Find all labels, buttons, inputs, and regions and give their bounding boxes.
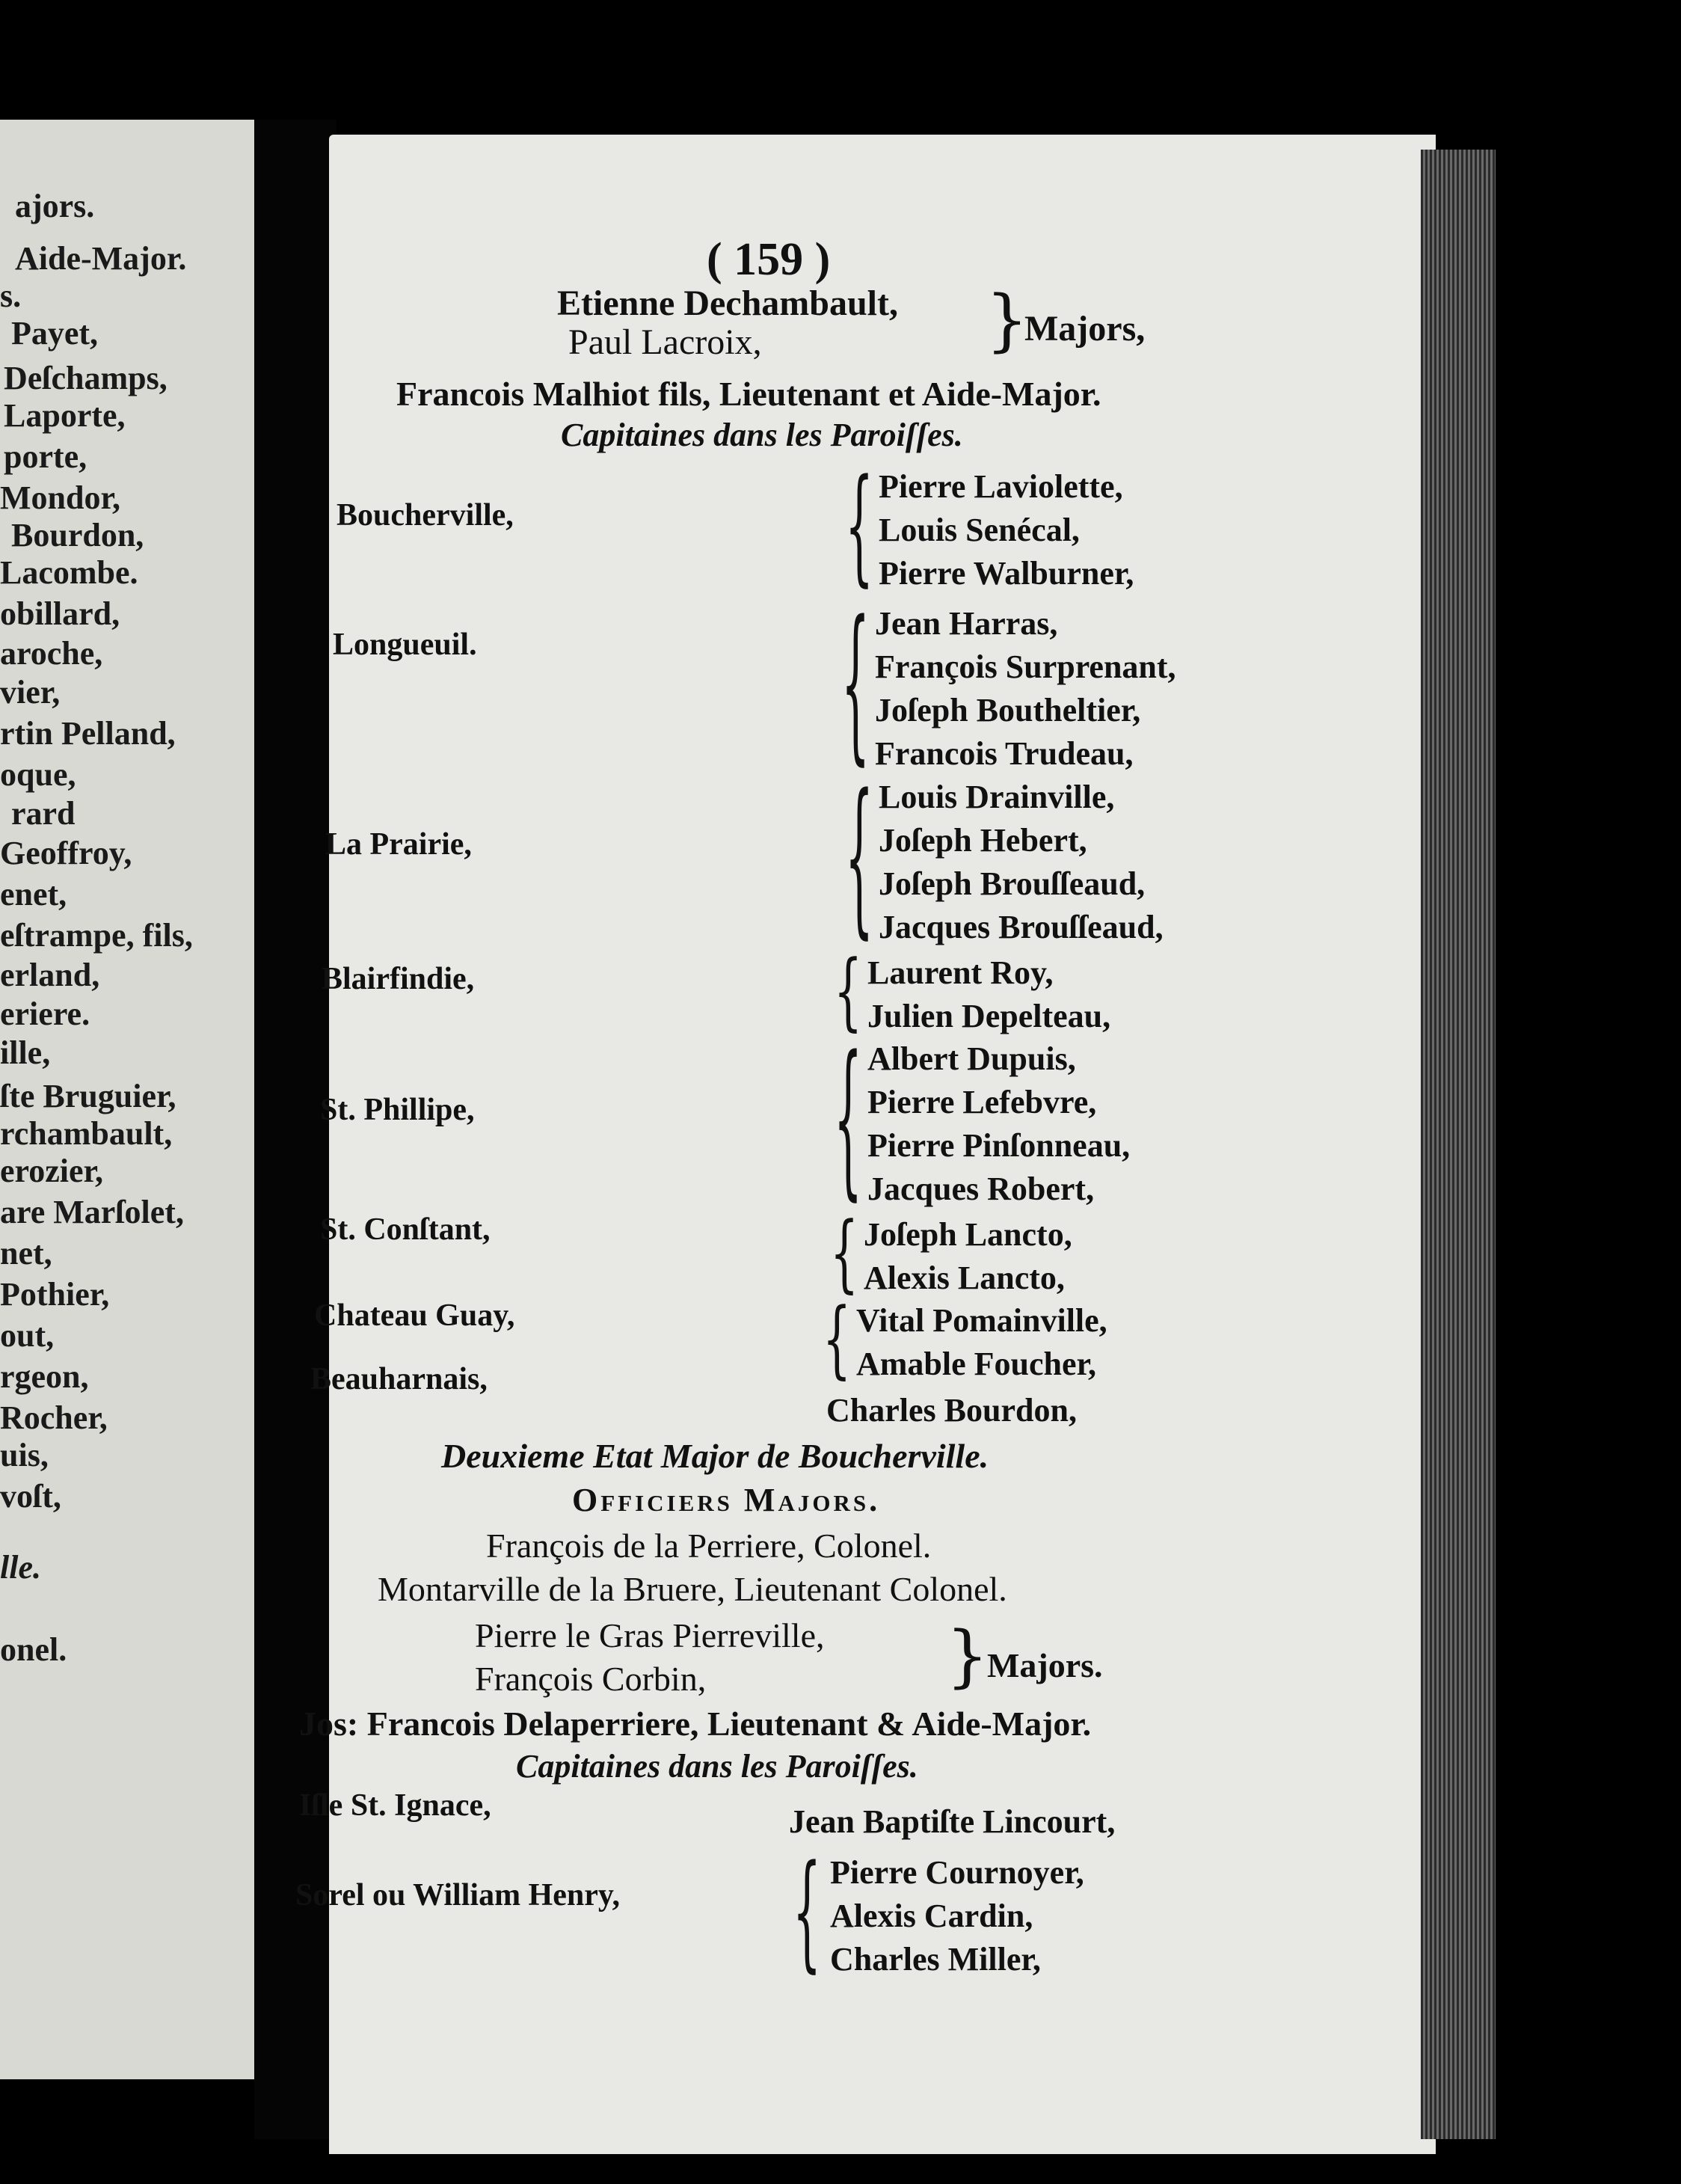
parish-name: St. Conſtant,: [320, 1212, 491, 1247]
left-page-line: Lacombe.: [0, 554, 138, 591]
left-page-line: Aide-Major.: [15, 240, 187, 277]
left-page-line: Payet,: [11, 315, 99, 352]
brace: {: [834, 942, 863, 1041]
left-page-line: Pothier,: [0, 1276, 110, 1313]
lieutenant-line: Francois Malhiot fils, Lieutenant et Aide-Major.: [396, 375, 1101, 413]
left-page-line: oque,: [0, 756, 76, 793]
captain-name: Vital Pomainville,: [856, 1302, 1107, 1339]
captain-name: Albert Dupuis,: [867, 1040, 1076, 1077]
left-page-line: rgeon,: [0, 1358, 89, 1395]
left-page-line: ſte Bruguier,: [0, 1078, 176, 1114]
page-edges: [1421, 150, 1496, 2139]
captain-name: Jacques Brouſſeaud,: [879, 909, 1164, 945]
captain-name: Alexis Lancto,: [864, 1260, 1065, 1296]
officiers-heading: Officiers Majors.: [572, 1482, 881, 1518]
left-page-line: Laporte,: [4, 397, 126, 434]
majors-brace: }: [986, 281, 1029, 360]
brace: {: [834, 1022, 863, 1218]
left-page-line: s.: [0, 277, 22, 314]
left-page-line: enet,: [0, 876, 67, 912]
left-page-line: ille,: [0, 1034, 51, 1071]
parish-name: Blairfindie,: [322, 962, 475, 996]
brace: {: [793, 1838, 822, 1987]
major2-name-1: Pierre le Gras Pierreville,: [475, 1616, 825, 1654]
left-page-line: rard: [11, 795, 76, 832]
lt-colonel-line: Montarville de la Bruere, Lieutenant Colonel.: [378, 1570, 1007, 1608]
major2-name-2: François Corbin,: [475, 1660, 707, 1698]
parish-name: La Prairie,: [325, 827, 472, 862]
left-page-line: Mondor,: [0, 479, 120, 516]
left-page-line: are Marſolet,: [0, 1194, 184, 1230]
left-page-line: eriere.: [0, 996, 90, 1032]
majors-label: Majors,: [1024, 309, 1146, 349]
parish-name: Chateau Guay,: [314, 1298, 515, 1333]
captain-name: Amable Foucher,: [856, 1346, 1097, 1382]
left-page-line: out,: [0, 1317, 55, 1354]
left-page-line: rchambault,: [0, 1115, 173, 1152]
left-facing-page: [0, 120, 254, 2079]
captain-name: Jacques Robert,: [867, 1171, 1095, 1207]
captain-name: Alexis Cardin,: [830, 1898, 1033, 1934]
captain-name: Laurent Roy,: [867, 954, 1054, 991]
parish-name: Boucherville,: [336, 498, 514, 533]
brace: {: [823, 1290, 852, 1389]
left-page-line: voſt,: [0, 1478, 61, 1515]
captain-name: Joſeph Lancto,: [864, 1216, 1072, 1253]
parish-name: Iſle St. Ignace,: [299, 1788, 491, 1823]
brace: {: [845, 453, 874, 601]
left-page-line: Rocher,: [0, 1399, 108, 1436]
majors2-label: Majors.: [987, 1646, 1103, 1684]
captain-name: Pierre Pinſonneau,: [867, 1127, 1131, 1164]
captain-name: François Surprenant,: [875, 648, 1176, 685]
left-page-line: onel.: [0, 1631, 67, 1668]
left-page-line: erland,: [0, 957, 100, 993]
captain-name: Pierre Laviolette,: [879, 468, 1123, 505]
parish-name: Sorel ou William Henry,: [295, 1878, 621, 1912]
brace: {: [845, 760, 874, 957]
left-page-line: obillard,: [0, 595, 120, 632]
captain-name: Charles Bourdon,: [826, 1392, 1077, 1429]
left-page-line: Deſchamps,: [4, 360, 168, 396]
left-page-line: porte,: [4, 438, 87, 475]
captain-name: Joſeph Boutheltier,: [875, 692, 1141, 728]
majors2-brace: }: [946, 1617, 989, 1696]
capitaines-heading: Capitaines dans les Paroiſſes.: [561, 417, 963, 453]
captain-name: Pierre Cournoyer,: [830, 1854, 1084, 1891]
lieutenant2-line: Jos: Francois Delaperriere, Lieutenant & Aide-Major.: [299, 1705, 1092, 1743]
parish-name: St. Phillipe,: [320, 1093, 475, 1127]
left-page-line: erozier,: [0, 1153, 104, 1189]
captain-name: Jean Baptiſte Lincourt,: [789, 1803, 1116, 1840]
left-page-line: ajors.: [15, 188, 95, 224]
captain-name: Joſeph Hebert,: [879, 822, 1087, 859]
left-page-line: lle.: [0, 1549, 41, 1586]
captain-name: Jean Harras,: [875, 605, 1058, 642]
colonel-line: François de la Perriere, Colonel.: [486, 1527, 932, 1565]
captain-name: Francois Trudeau,: [875, 735, 1134, 772]
major-name-2: Paul Lacroix,: [568, 322, 762, 362]
book-gutter: [254, 120, 336, 2139]
parish-name: Longueuil.: [333, 628, 477, 662]
left-page-line: vier,: [0, 674, 61, 711]
captain-name: Julien Depelteau,: [867, 998, 1111, 1034]
left-page-line: net,: [0, 1235, 52, 1272]
captain-name: Louis Drainville,: [879, 779, 1115, 815]
capitaines-heading-2: Capitaines dans les Paroiſſes.: [516, 1748, 918, 1785]
captain-name: Pierre Lefebvre,: [867, 1084, 1097, 1120]
left-page-line: Bourdon,: [11, 517, 144, 553]
page-number: ( 159 ): [707, 234, 831, 285]
parish-name: Beauharnais,: [310, 1362, 488, 1396]
left-page-line: eſtrampe, fils,: [0, 917, 193, 954]
left-page-line: aroche,: [0, 635, 103, 672]
captain-name: Joſeph Brouſſeaud,: [879, 865, 1146, 902]
brace: {: [841, 586, 870, 783]
brace: {: [830, 1204, 859, 1303]
left-page-line: Geoffroy,: [0, 835, 132, 871]
captain-name: Pierre Walburner,: [879, 555, 1134, 592]
captain-name: Charles Miller,: [830, 1941, 1041, 1978]
left-page-line: rtin Pelland,: [0, 715, 176, 752]
major-name-1: Etienne Dechambault,: [557, 283, 898, 323]
captain-name: Louis Senécal,: [879, 512, 1080, 548]
second-staff-heading: Deuxieme Etat Major de Boucherville.: [441, 1437, 989, 1475]
left-page-line: uis,: [0, 1437, 49, 1473]
